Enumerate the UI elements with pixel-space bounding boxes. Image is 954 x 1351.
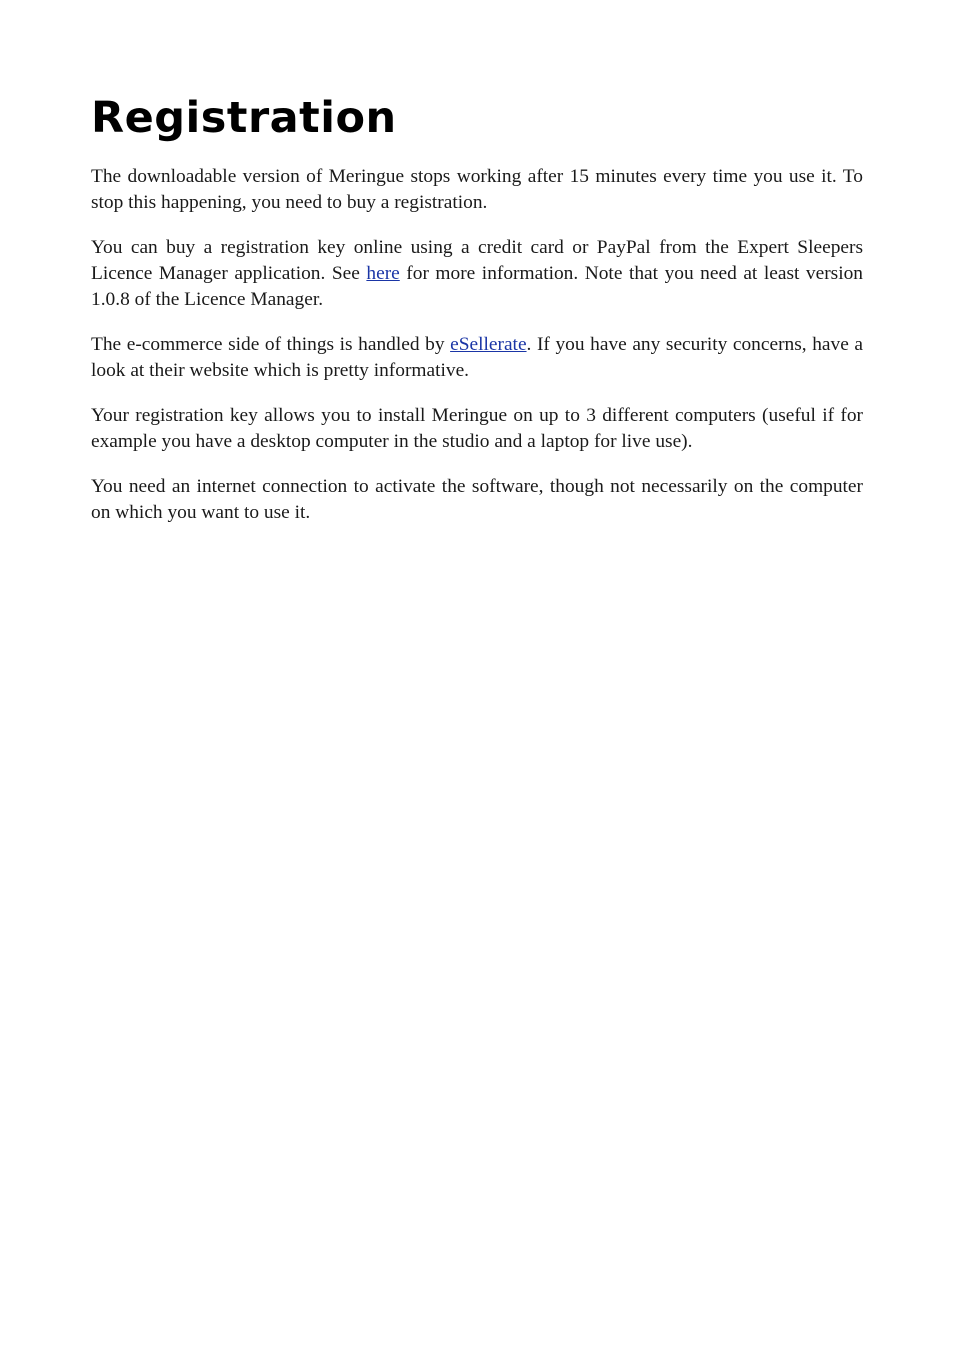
paragraph-text: The downloadable version of Meringue stops working after 15 minutes every time you use it. To stop this happening, you need to buy a registration. xyxy=(91,166,863,213)
paragraph-text: . If you have any security concerns, have a look at their website which is pretty informative. xyxy=(91,334,863,381)
esellerate-link[interactable]: eSellerate xyxy=(450,334,527,355)
page-title: Registration xyxy=(91,93,397,143)
paragraph-ecommerce xyxy=(91,332,863,384)
here-link[interactable]: here xyxy=(366,263,400,284)
paragraph-text: You need an internet connection to activate the software, though not necessarily on the computer on which you want to use it. xyxy=(91,476,863,523)
document-page xyxy=(91,92,863,545)
paragraph-buy-key xyxy=(91,235,863,313)
paragraph-activation xyxy=(91,474,863,526)
paragraph-text: for more information. Note that you need at least version 1.0.8 of the Licence Manager. xyxy=(91,263,863,310)
paragraph-text: Your registration key allows you to install Meringue on up to 3 different computers (useful if for example you have a desktop computer in the studio and a laptop for live use). xyxy=(91,405,863,452)
paragraph-install-limit xyxy=(91,403,863,455)
paragraph-trial-limit xyxy=(91,164,863,216)
paragraph-text: The e-commerce side of things is handled by xyxy=(91,334,451,355)
paragraph-text: You can buy a registration key online using a credit card or PayPal from the Expert Sleepers Licence Manager application. See xyxy=(91,237,863,284)
